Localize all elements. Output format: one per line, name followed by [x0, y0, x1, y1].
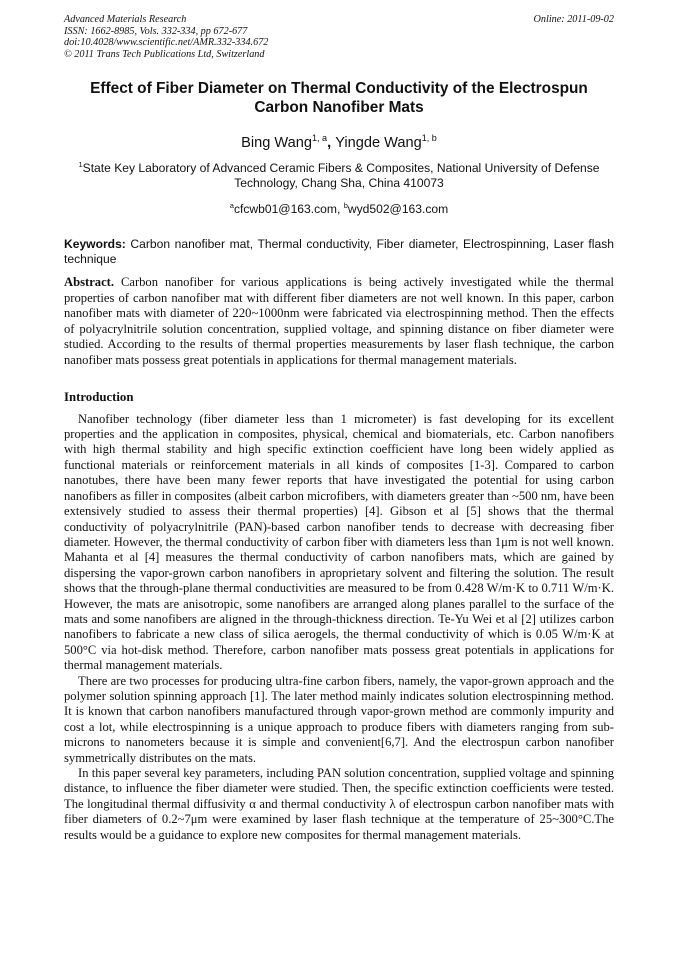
abstract-label: Abstract.: [64, 275, 115, 290]
keywords-block: [64, 237, 614, 267]
affiliation: [64, 157, 614, 191]
paper-title: Effect of Fiber Diameter on Thermal Conductivity of the Electrospun Carbon Nanofiber Mats: [90, 80, 588, 117]
author-sup: 1, a: [312, 133, 328, 144]
author-sup: 1, b: [421, 133, 437, 144]
abstract-text: Carbon nanofiber for various applications is being actively investigated while the thermal properties of carbon nanofiber mat with different fiber diameters are not well known. In this paper, carbon nanofiber mats with diameter of 220~1000nm were fabricated via electrospinning method. Then the effects of polyacrylnitrile solution concentration, supplied voltage, and spinning distance on fiber diameter were studied. According to the results of thermal properties measurements by laser flash technique, the carbon nanofiber mats possess great potentials in applications for thermal management materials.: [64, 275, 614, 368]
email-separator: ,: [336, 201, 344, 216]
email-link[interactable]: wyd502@163.com: [347, 201, 449, 216]
keywords-label: Keywords:: [64, 236, 126, 251]
author-name: Yingde Wang: [335, 135, 422, 152]
email-sup: a: [229, 200, 234, 210]
intro-paragraph: In this paper several key parameters, including PAN solution concentration, supplied voltage and spinning distance, to influence the fiber diameter were studied. Then, the specific extinction coefficients were tested. The longitudinal thermal diffusivity α and thermal conductivity λ of electrospun carbon nanofiber mats with fiber diameters of 0.2~7μm were examined by laser flash technique at the temperature of 25~300°C.The results would be a guidance to explore new composites for thermal management materials.: [64, 766, 614, 842]
email-link[interactable]: cfcwb01@163.com: [233, 201, 337, 216]
author-name: Bing Wang: [241, 135, 312, 152]
email-sup: b: [343, 200, 348, 210]
affiliation-sup: 1: [78, 160, 83, 170]
online-date: Online: 2011-09-02: [533, 14, 614, 25]
author-separator: ,: [327, 135, 336, 152]
copyright-line: © 2011 Trans Tech Publications Ltd, Switzerland: [64, 48, 265, 60]
keywords-text: Carbon nanofiber mat, Thermal conductivity, Fiber diameter, Electrospinning, Laser flash technique: [64, 236, 614, 266]
email-list: [64, 198, 614, 217]
journal-name: Advanced Materials Research: [64, 14, 187, 25]
section-heading: Introduction: [64, 389, 134, 404]
affiliation-text: State Key Laboratory of Advanced Ceramic Fibers & Composites, National University of Defense Technology, Chang Sha, China 410073: [82, 161, 600, 191]
intro-paragraph: There are two processes for producing ultra-fine carbon fibers, namely, the vapor-grown approach and the polymer solution spinning approach [1]. The later method mainly indicates solution electrospinning method. It is known that carbon nanofibers manufactured through vapor-grown method are commonly impurity and cost a lot, while electrospinning is a unique approach to produce fibers with diameters ranging from sub-microns to nanometers because it is simple and convenient[6,7]. And the electrospun carbon nanofiber symmetrically distributes on the mats.: [64, 673, 614, 765]
doi-line: doi:10.4028/www.scientific.net/AMR.332-334.672: [64, 37, 269, 49]
intro-paragraph: Nanofiber technology (fiber diameter less than 1 micrometer) is fast developing for its excellent properties and the application in composites, physical, chemical and biomaterials, etc. Carbon nanofibers with high thermal stability and high specific extinction coefficient have long been widely applied as functional materials or reinforcement materials in all kinds of composites [1-3]. Compared to carbon nanotubes, there have been many fewer reports that have investigated the potential for using carbon nanofibers as filler in composites (albeit carbon microfibers, with diameters greater than ~500 nm, have been extensively studied to assess their thermal properties) [4]. Gibson et al [5] shows that the thermal conductivity of polyacrylnitrile (PAN)-based carbon nanofiber tends to decrease with decreasing fiber diameter. However, the thermal conductivity of carbon fiber with diameters less than 1μm is not well known. Mahanta et al [4] measures the thermal conductivity of carbon nanofibers mats, which are gained by dispersing the vapor-grown carbon nanofibers in aproprietary solvent and filtering the solution. The result shows that the through-plane thermal conductivities are measured to be from 0.428 W/m·K to 0.711 W/m·K. However, the mats are anisotropic, some nanofibers are arranged along planes parallel to the surface of the mats and some nanofibers are aligned in the through-thickness direction. Te-Yu Wei et al [2] utilizes carbon nanofibers to fabricate a new class of silica aerogels, the thermal conductivity of which is 0.05 W/m·K at 500°C via hot-disk method. Therefore, carbon nanofiber mats possess great potentials in applications for thermal management materials.: [64, 411, 614, 673]
journal-header: [64, 14, 614, 60]
issn-line: ISSN: 1662-8985, Vols. 332-334, pp 672-677: [64, 25, 248, 37]
abstract-block: [64, 275, 614, 369]
author-list: [64, 129, 614, 152]
